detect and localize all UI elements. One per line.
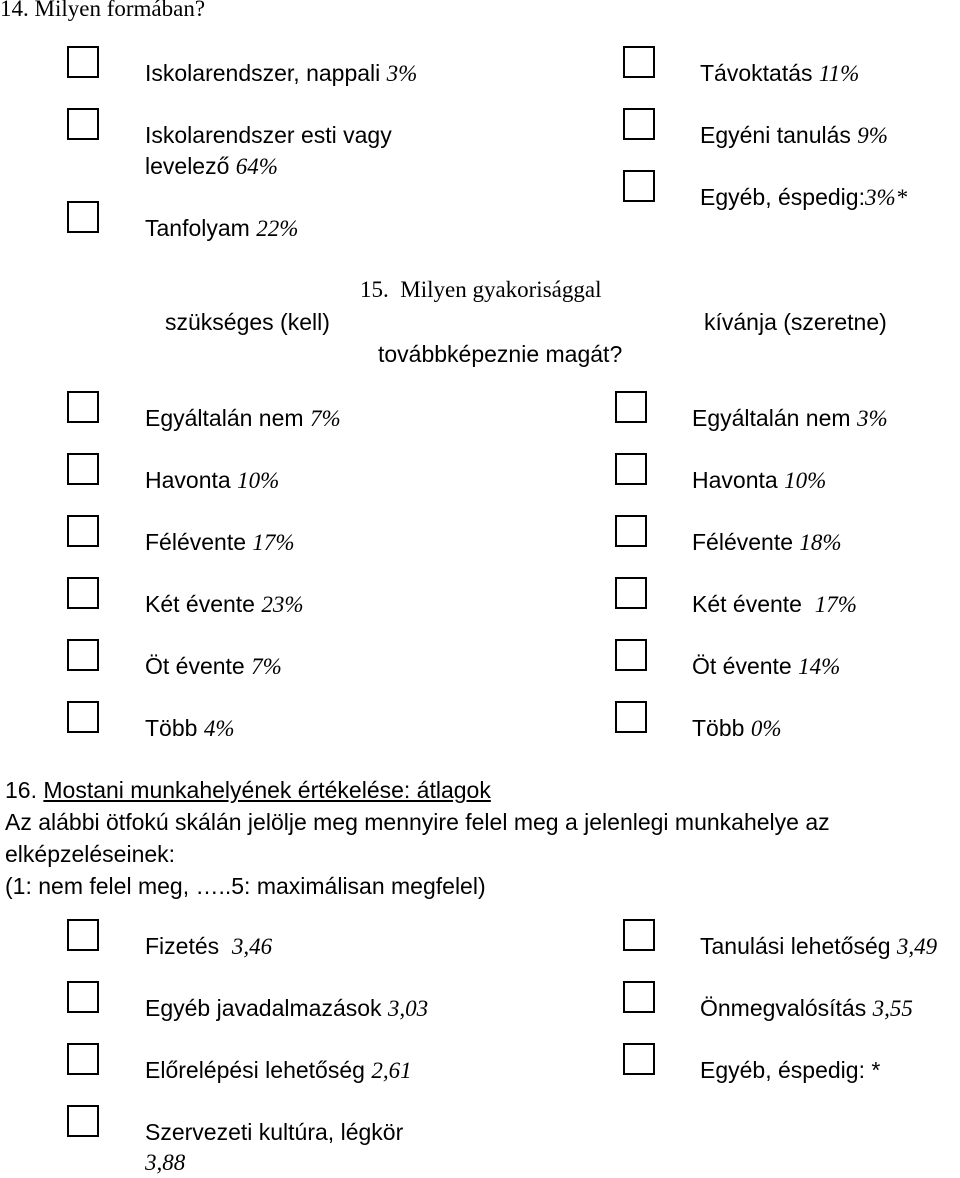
q16-description: Az alábbi ötfokú skálán jelölje meg mennyire felel meg a jelenlegi munkahelye az bbox=[5, 809, 830, 835]
checkbox-tanfolyam[interactable] bbox=[67, 201, 99, 233]
q16-title: 16. Mostani munkahelyének értékelése: átlagok bbox=[5, 777, 491, 803]
option-label: Havonta 10% bbox=[692, 467, 827, 493]
option-label: Havonta 10% bbox=[145, 467, 280, 493]
checkbox-kivanja-ot-evente[interactable] bbox=[615, 639, 647, 671]
q14-title: 14. Milyen formában? bbox=[0, 0, 206, 21]
option-label: Tanulási lehetőség 3,49 bbox=[700, 933, 938, 959]
checkbox-szukseges-ot-evente[interactable] bbox=[67, 639, 99, 671]
option-label: Félévente 17% bbox=[145, 529, 295, 555]
option-label: Egyéni tanulás 9% bbox=[700, 122, 888, 148]
checkbox-kivanja-felevente[interactable] bbox=[615, 515, 647, 547]
checkbox-iskolarendszer-esti[interactable] bbox=[67, 108, 99, 140]
q15-title: 15. Milyen gyakorisággal bbox=[360, 277, 602, 302]
checkbox-kivanja-tobb[interactable] bbox=[615, 701, 647, 733]
option-label: Iskolarendszer esti vagy bbox=[145, 122, 392, 148]
option-value: 3,88 bbox=[145, 1150, 186, 1175]
checkbox-szukseges-egyaltalan[interactable] bbox=[67, 391, 99, 423]
checkbox-kivanja-egyaltalan[interactable] bbox=[615, 391, 647, 423]
checkbox-iskolarendszer-nappali[interactable] bbox=[67, 46, 99, 78]
checkbox-tavoktatas[interactable] bbox=[623, 46, 655, 78]
q16-description: elképzeléseinek: bbox=[5, 841, 176, 867]
option-label: Egyéb, éspedig: * bbox=[700, 1057, 881, 1083]
option-label: Önmegvalósítás 3,55 bbox=[700, 995, 913, 1021]
q15-subtitle: továbbképeznie magát? bbox=[378, 341, 623, 367]
option-label: Öt évente 14% bbox=[692, 653, 841, 679]
checkbox-fizetes[interactable] bbox=[67, 919, 99, 951]
checkbox-szukseges-ket-evente[interactable] bbox=[67, 577, 99, 609]
option-label: Több 4% bbox=[145, 715, 235, 741]
option-label: Iskolarendszer, nappali 3% bbox=[145, 60, 418, 86]
checkbox-szukseges-felevente[interactable] bbox=[67, 515, 99, 547]
checkbox-szukseges-tobb[interactable] bbox=[67, 701, 99, 733]
q15-right-heading: kívánja (szeretne) bbox=[704, 309, 887, 335]
option-label: levelező 64% bbox=[145, 153, 278, 179]
checkbox-egyeb[interactable] bbox=[623, 170, 655, 202]
checkbox-egyeb-javadalmazasok[interactable] bbox=[67, 981, 99, 1013]
option-label: Egyéb javadalmazások 3,03 bbox=[145, 995, 429, 1021]
checkbox-egyeb-espedig[interactable] bbox=[623, 1043, 655, 1075]
option-label: Fizetés 3,46 bbox=[145, 933, 273, 959]
checkbox-elorelepesi-lehetoseg[interactable] bbox=[67, 1043, 99, 1075]
checkbox-szervezeti-kultura[interactable] bbox=[67, 1105, 99, 1137]
option-label: Öt évente 7% bbox=[145, 653, 282, 679]
option-label: Több 0% bbox=[692, 715, 782, 741]
option-label: Egyáltalán nem 7% bbox=[145, 405, 341, 431]
option-label: Egyéb, éspedig:3%* bbox=[700, 184, 908, 210]
option-label: Egyáltalán nem 3% bbox=[692, 405, 888, 431]
option-label: Tanfolyam 22% bbox=[145, 215, 299, 241]
checkbox-egyeni-tanulas[interactable] bbox=[623, 108, 655, 140]
option-label: Előrelépési lehetőség 2,61 bbox=[145, 1057, 412, 1083]
option-label: Két évente 23% bbox=[145, 591, 304, 617]
option-label: Szervezeti kultúra, légkör bbox=[145, 1119, 404, 1145]
checkbox-kivanja-ket-evente[interactable] bbox=[615, 577, 647, 609]
checkbox-tanulasi-lehetoseg[interactable] bbox=[623, 919, 655, 951]
option-label: Távoktatás 11% bbox=[700, 60, 860, 86]
checkbox-kivanja-havonta[interactable] bbox=[615, 453, 647, 485]
option-label: Két évente 17% bbox=[692, 591, 857, 617]
q16-scale: (1: nem felel meg, …..5: maximálisan megfelel) bbox=[5, 873, 486, 899]
option-label: Félévente 18% bbox=[692, 529, 842, 555]
checkbox-onmegvalositas[interactable] bbox=[623, 981, 655, 1013]
checkbox-szukseges-havonta[interactable] bbox=[67, 453, 99, 485]
q15-left-heading: szükséges (kell) bbox=[165, 309, 330, 335]
